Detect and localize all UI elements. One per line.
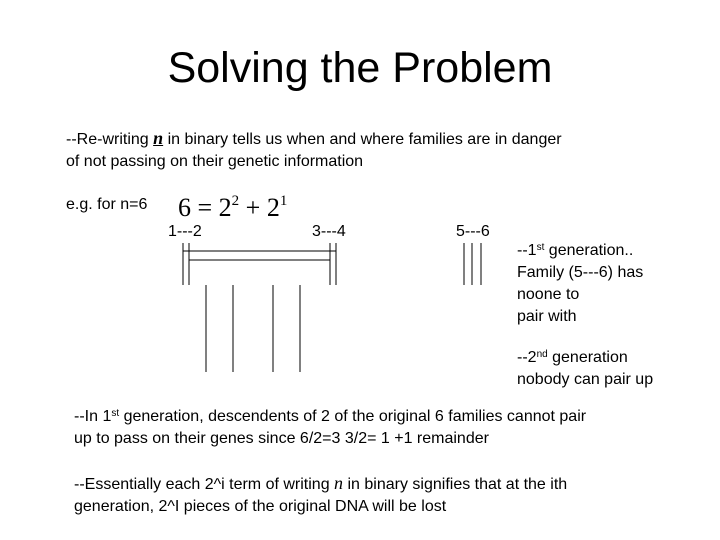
- para1-prefix: --In 1: [74, 408, 112, 425]
- example-label: e.g. for n=6: [66, 196, 148, 213]
- para2-suffix: in binary signifies that at the ith: [343, 476, 568, 493]
- para2-line2: generation, 2^I pieces of the original DNA will be lost: [74, 498, 447, 515]
- intro-suffix: in binary tells us when and where families are in danger: [163, 131, 562, 148]
- note1-ordinal: st: [536, 242, 545, 253]
- para1-line2: up to pass on their genes since 6/2=3 3/2= 1 +1 remainder: [74, 430, 489, 447]
- equation-plus: +: [245, 193, 261, 222]
- note1-line3: noone to: [517, 286, 580, 303]
- tree-bracket-outer: [183, 251, 336, 285]
- equation-equals: =: [197, 193, 213, 222]
- pair-label-5-6: 5---6: [456, 223, 490, 240]
- intro-variable-n: n: [153, 128, 164, 148]
- note-second-generation: [517, 347, 653, 391]
- tree-bracket-inner: [189, 260, 330, 285]
- para2-prefix: --Essentially each 2^i term of writing: [74, 476, 335, 493]
- para2-variable-n: n: [334, 473, 344, 493]
- paragraph-first-generation: [74, 406, 586, 450]
- intro-line2: of not passing on their genetic information: [66, 153, 364, 170]
- slide-title: Solving the Problem: [167, 44, 553, 92]
- pair-label-3-4: 3---4: [312, 223, 346, 240]
- note1-line4: pair with: [517, 308, 577, 325]
- equation-base2: 2: [266, 193, 280, 222]
- note2-line1-rest: generation: [547, 349, 628, 366]
- note-first-generation: [517, 240, 643, 328]
- note1-prefix: --1: [517, 242, 537, 259]
- note1-line1-rest: generation..: [544, 242, 634, 259]
- note2-line2: nobody can pair up: [517, 371, 654, 388]
- equation-base1: 2: [218, 193, 232, 222]
- equation-lhs: 6: [178, 193, 191, 222]
- note2-prefix: --2: [517, 349, 537, 366]
- para1-ordinal: st: [111, 408, 120, 419]
- pair-label-1-2: 1---2: [168, 223, 202, 240]
- para1-line1-rest: generation, descendents of 2 of the original 6 families cannot pair: [119, 408, 587, 425]
- intro-prefix: --Re-writing: [66, 131, 154, 148]
- note2-ordinal: nd: [536, 349, 548, 360]
- paragraph-binary-meaning: [74, 472, 567, 518]
- equation-exp1: 2: [231, 193, 240, 209]
- equation-exp2: 1: [279, 193, 288, 209]
- note1-line2: Family (5---6) has: [517, 264, 644, 281]
